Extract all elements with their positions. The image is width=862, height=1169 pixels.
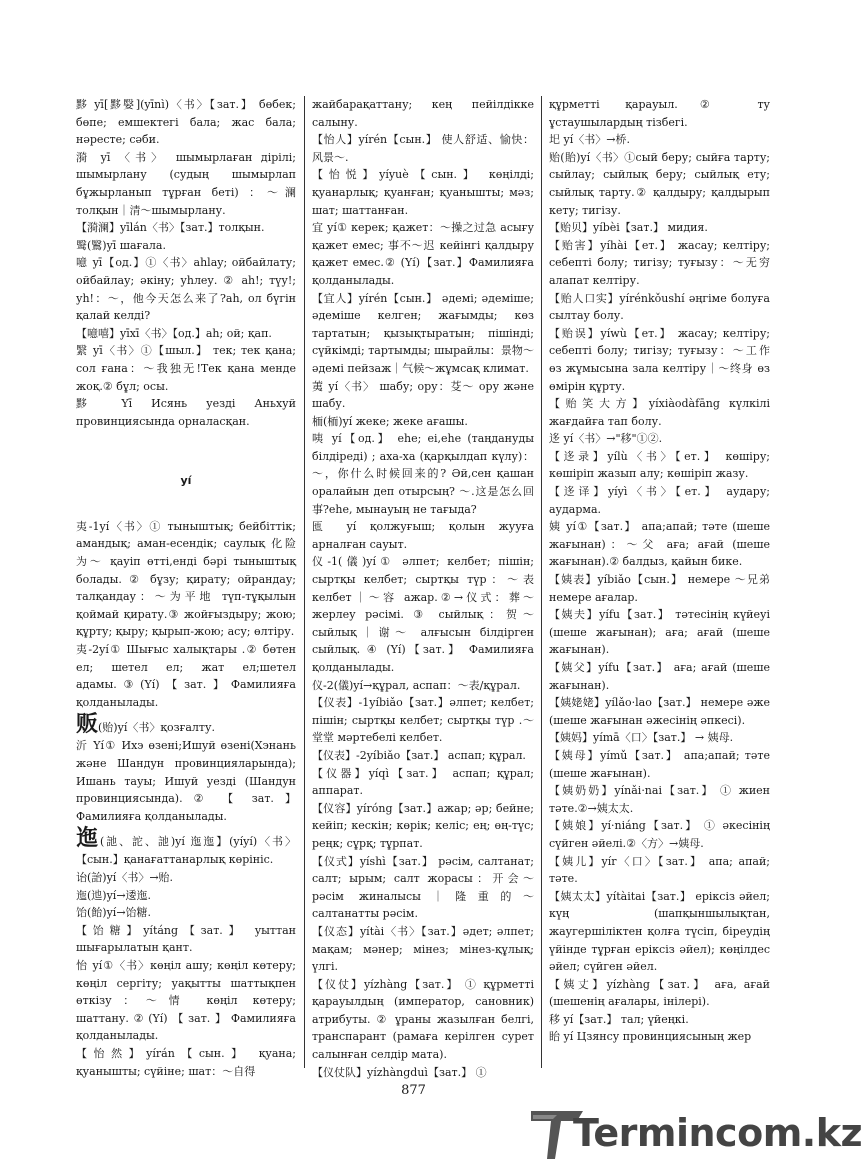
dictionary-entry: 噫 yī【од.】①〈书〉ahlay; ойбайлату; ойбайлау; әкіну; уһлеу. ② ah!; түу!; уһ!：～，他今天怎么来了?ah, ол бүгін қалай келді? [76, 256, 296, 323]
dictionary-entry: 迤(訑、詑、訑)yí 迤迤】(yíyí)〈书〉【сын.】қанағаттанарлық көрініс. [76, 825, 296, 867]
dictionary-column-3 [549, 96, 770, 1072]
dictionary-entry: 夷-1yí〈书〉① тыныштық; бейбіттік; амандық; аман-есендік; саулық 化险为～ қауіп өтті,енді бәрі тыныштық болады. ② бұзу; қирату; ойрандау; талқандау：～为平地 түп-тұқылын қоймай қирату.③ жойғыздыру; жою; құрту; қыру; қырып-жою; асу; өлтіру. [76, 519, 296, 639]
dictionary-entry: 【仪仗队】yízhàngduì【зат.】 ① [312, 1065, 487, 1079]
dictionary-entry: 【怡然】yírán【сын.】 қуана; қуанышты; сүйіне; шат：～自得 [76, 1046, 296, 1078]
dictionary-entry: 【仪表】-1yíbiǎo【зат.】әлпет; келбет; пішін; сыртқы келбет; сыртқы түр .～堂堂 мәртебелі келбет. [312, 696, 534, 745]
dictionary-entry: 【姨妈】yímā〈口〉【зат.】 → 姨母. [549, 731, 734, 745]
dictionary-entry: 沂 Yí① Ихэ өзені;Ишуй өзені(Хэнань және Шандун провинцияларында); Ишань тауы; Ишуй уезді (Шандун провинциясында). ② 【 зат. 】 Фамилияға қолданылады. [76, 739, 296, 823]
page-number: 877 [401, 1083, 426, 1098]
dictionary-entry: 【姨姥姥】yílǎo·lao【зат.】 немере әже (шеше жағынан әжесінің әпкесі). [549, 696, 770, 727]
headword-large: 贩 [76, 711, 99, 738]
dictionary-entry: 栭(栭)yí жеке; жеке ағашы. [312, 414, 468, 428]
dictionary-entry: 【怡人】yírén【сын.】 使人舒适、愉快：风景～. [312, 133, 534, 164]
dictionary-entry: 【姨太太】yítàitai【зат.】 еріксіз әйел; күң (шапқыншылықтан, жаугершіліктен қолға түсіп, біреудің үйінде тұрған еріксіз әйел); көңілдес әйел; сүйген әйел. [549, 889, 770, 974]
dictionary-entry: 繄 yī〈书〉①【шыл.】 тек; тек қана; сол ғана：～我独无!Тек қана менде жоқ.② бұл; осы. [76, 344, 296, 393]
dictionary-entry: 荑 yí〈书〉 шабу; ору：芟～ ору және шабу. [312, 379, 534, 411]
dictionary-entry: 宜 yí① керек; қажет：～操之过急 асығу қажет емес; 事不～迟 кейінгі қалдыру қажет емес.② (Yí)【зат.】Фамилияға қолданылады. [312, 221, 534, 287]
dictionary-entry: 【姨夫】yífu【зат.】 тәтесінің күйеуі (шеше жағынан); аға; ағай (шеше жағынан). [549, 608, 770, 657]
dictionary-entry: 【仪表】-2yíbiǎo【зат.】 аспап; құрал. [312, 748, 526, 762]
dictionary-entry: 【姨丈】yízhàng【зат.】 аға, ағай (шешенің ағалары, інілері). [549, 977, 770, 1009]
dictionary-entry: 【姨母】yímǔ【зат.】 апа;апай; тәте (шеше жағынан). [549, 748, 770, 780]
dictionary-entry: 圯 yí〈书〉→桥. [549, 133, 630, 147]
dictionary-entry: 【贻误】yíwù【ет.】 жасау; келтіру; себепті болу; тигізу; туғызу：～工作 өз жұмысына зала келтіру｜～终身 өз өмірін құрту. [549, 326, 770, 393]
dictionary-column-1 [76, 96, 296, 1078]
dictionary-entry: 诒(詒)yí〈书〉→贻. [76, 870, 174, 884]
dictionary-entry: 黟 Yī Исянь уезді Аньхуй провинциясында орналасқан. [76, 397, 296, 428]
dictionary-entry: 仪-2(儀)yí→құрал, аспап：～表/құрал. [312, 678, 521, 692]
dictionary-entry: 【仪器】yíqì【зат.】 аспап; құрал; аппарат. [312, 766, 534, 798]
dictionary-entry: 迤(迆)yí→逶迤. [76, 888, 152, 902]
headword-large: 迤 [76, 825, 100, 852]
dictionary-entry: 仪-1(儀)yí① әлпет; келбет; пішін; сыртқы келбет; сыртқы түр：～表 келбет｜～容 ажар.②→仪式：葬～ жерлеу рәсімі. ③ сыйлық：贺～ сыйлық｜谢～ алғысын білдірген сыйлық. ④ (Yí)【зат.】 Фамилияға қолданылады. [312, 555, 534, 674]
site-logo [525, 1103, 862, 1163]
dictionary-entry: 【漪澜】yīlán〈书〉【зат.】толқын. [76, 221, 265, 235]
dictionary-entry: 【贻人口实】yírénkǒushí әңгіме болуға сылтау болу. [549, 291, 770, 323]
column-divider [541, 96, 542, 1068]
dictionary-entry: 【贻笑大方】yíxiàodàfāng күлкілі жағдайға тап болу. [549, 397, 770, 428]
section-heading: yí [180, 474, 192, 488]
dictionary-entry: 【贻贝】yíbèi【зат.】 мидия. [549, 221, 708, 235]
dictionary-entry: 黟 yī[黟嫛](yīnì)〈书〉【зат.】 бөбек; бөпе; емшектегі бала; жас бала; нәресте; сәби. [76, 98, 296, 147]
dictionary-entry: 迻 yí〈书〉→"移"①②. [549, 432, 663, 446]
dictionary-entry: 【姨表】yíbiǎo【сын.】 немере ～兄弟 немере ағалар. [549, 573, 770, 604]
dictionary-entry: 【仪式】yíshì【зат.】 рәсім, салтанат; салт; ырым; салт жорасы：开会～ рәсім жиналысы｜隆重的～ салтанатты рәсім. [312, 854, 534, 921]
dictionary-entry: 饴(飴)yí→饴糖. [76, 906, 152, 920]
dictionary-entry: 贻(貽)yí〈书〉①сый беру; сыйға тарту; сыйлау; сыйлық беру; сыйлық ету; сыйлық тарту.② қалдыру; қалдырып кету; тигізу. [549, 150, 770, 217]
dictionary-entry: 眙 yí Цзянсу провинциясының жер [549, 1030, 752, 1044]
dictionary-entry: 【贻害】yíhài【ет.】 жасау; келтіру; себепті болу; тигізу; туғызу：～无穷 алапат келтіру. [549, 238, 770, 287]
dictionary-entry: 【姨奶奶】yínǎi·nai【зат.】 ① жиен тәте.②→姨太太. [549, 784, 770, 815]
dictionary-entry: 【姨父】yífu【зат.】 аға; ағай (шеше жағынан). [549, 661, 770, 692]
dictionary-entry: жайбарақаттану; кең пейілдікке салыну. [312, 98, 534, 129]
dictionary-entry: 【仪态】yítài〈书〉【зат.】әдет; әлпет; мақам; мәнер; мінез; мінез-құлық; үлгі. [312, 924, 534, 974]
dictionary-entry: 鹥(鷖)yī шағала. [76, 238, 166, 252]
dictionary-entry: 【姨儿】yír〈口〉【зат.】 апа; апай; тәте. [549, 854, 770, 886]
dictionary-entry: 贩(贻)yí〈书〉қозғалту. [76, 711, 215, 738]
dictionary-entry: 【饴糖】yítáng【зат.】 уыттан шығарылатын қант. [76, 923, 296, 955]
logo-text: Termincom.kz [573, 1111, 862, 1155]
dictionary-entry: 怡 yí①〈书〉көңіл ашу; көңіл көтеру; көңіл сергіту; уақытты шаттықпен өткізу：～情 көңіл көтеру; шаттану.②(Yí)【зат.】Фамилияға қолданылады. [76, 958, 296, 1043]
dictionary-entry: 漪 yī 〈书〉 шымырлаған дірілі; шымырлану (судың шымырлап бұжырланып тұрған беті) ：～澜 толқын｜清～шымырлану. [76, 150, 296, 217]
dictionary-entry: 夷-2yí① Шығыс халықтары .② бөтен ел; шетел ел; жат ел;шетел адамы.③(Yí)【зат.】Фамилияға қолданылады. [76, 643, 296, 709]
dictionary-entry: 匜 yí қолжуғыш; қолын жууға арналған сауыт. [312, 520, 534, 551]
dictionary-entry: 【宜人】yírén【сын.】 әдемі; әдеміше; әдеміше келген; жағымды; көз тартатын; қызықтыратын; пішінді; сүйкімді; тартымды; шырайлы：景物～ әдемі пейзаж｜气候～жұмсақ климат. [312, 291, 534, 375]
dictionary-entry: 移 yí【зат.】 тал; үйеңкі. [549, 1012, 689, 1026]
dictionary-entry: 【姨娘】yí·niáng【зат.】 ① әкесінің сүйген әйелі.②〈方〉→姨母. [549, 819, 770, 850]
dictionary-column-2 [312, 96, 534, 1079]
column-divider [304, 96, 305, 1068]
dictionary-entry: 姨 yí①【зат.】 апа;апай; тәте (шеше жағынан)：～父 аға; ағай (шеше жағынан).② балдыз, қайын бике. [549, 520, 770, 569]
dictionary-entry: 【迻译】yíyì〈书〉【ет.】 аудару; аударма. [549, 485, 770, 516]
dictionary-entry: құрметті қарауыл.② ту ұстаушылардың тізбегі. [549, 98, 770, 129]
dictionary-entry: 【仪容】yíróng【зат.】ажар; әр; бейне; кейіп; кескін; көрік; келіс; ең; өң-түс; реңк; сұрқ; тұрпат. [312, 801, 534, 850]
dictionary-entry: 【怡悦】yíyuè【сын.】 көңілді; қуанарлық; қуанған; қуанышты; мәз; шат; шаттанған. [312, 168, 534, 217]
dictionary-entry: 咦 yí【од.】 ehe; ei,ehe (таңдануды білдіреді) ; аха-ха (қарқылдап күлу)：～，你什么时候回来的? Әй,сен қашан оралайын деп отырсың? ～.这是怎么回事?ehe, мынауың не тағыда? [312, 432, 534, 516]
dictionary-entry: 【迻录】yílù〈书〉【ет.】 көшіру; көшіріп жазып алу; көшіріп жазу. [549, 449, 770, 481]
dictionary-entry: 【仪仗】yízhàng【зат.】 ① құрметті қарауылдың (император, сановник) атрибуты. ② ұраны жазылған белгі, транспарант (рамаға керілген сурет салынған селдір мата). [312, 977, 534, 1062]
dictionary-entry: 【噫嘻】yīxī〈书〉【од.】ah; ой; қап. [76, 326, 272, 340]
